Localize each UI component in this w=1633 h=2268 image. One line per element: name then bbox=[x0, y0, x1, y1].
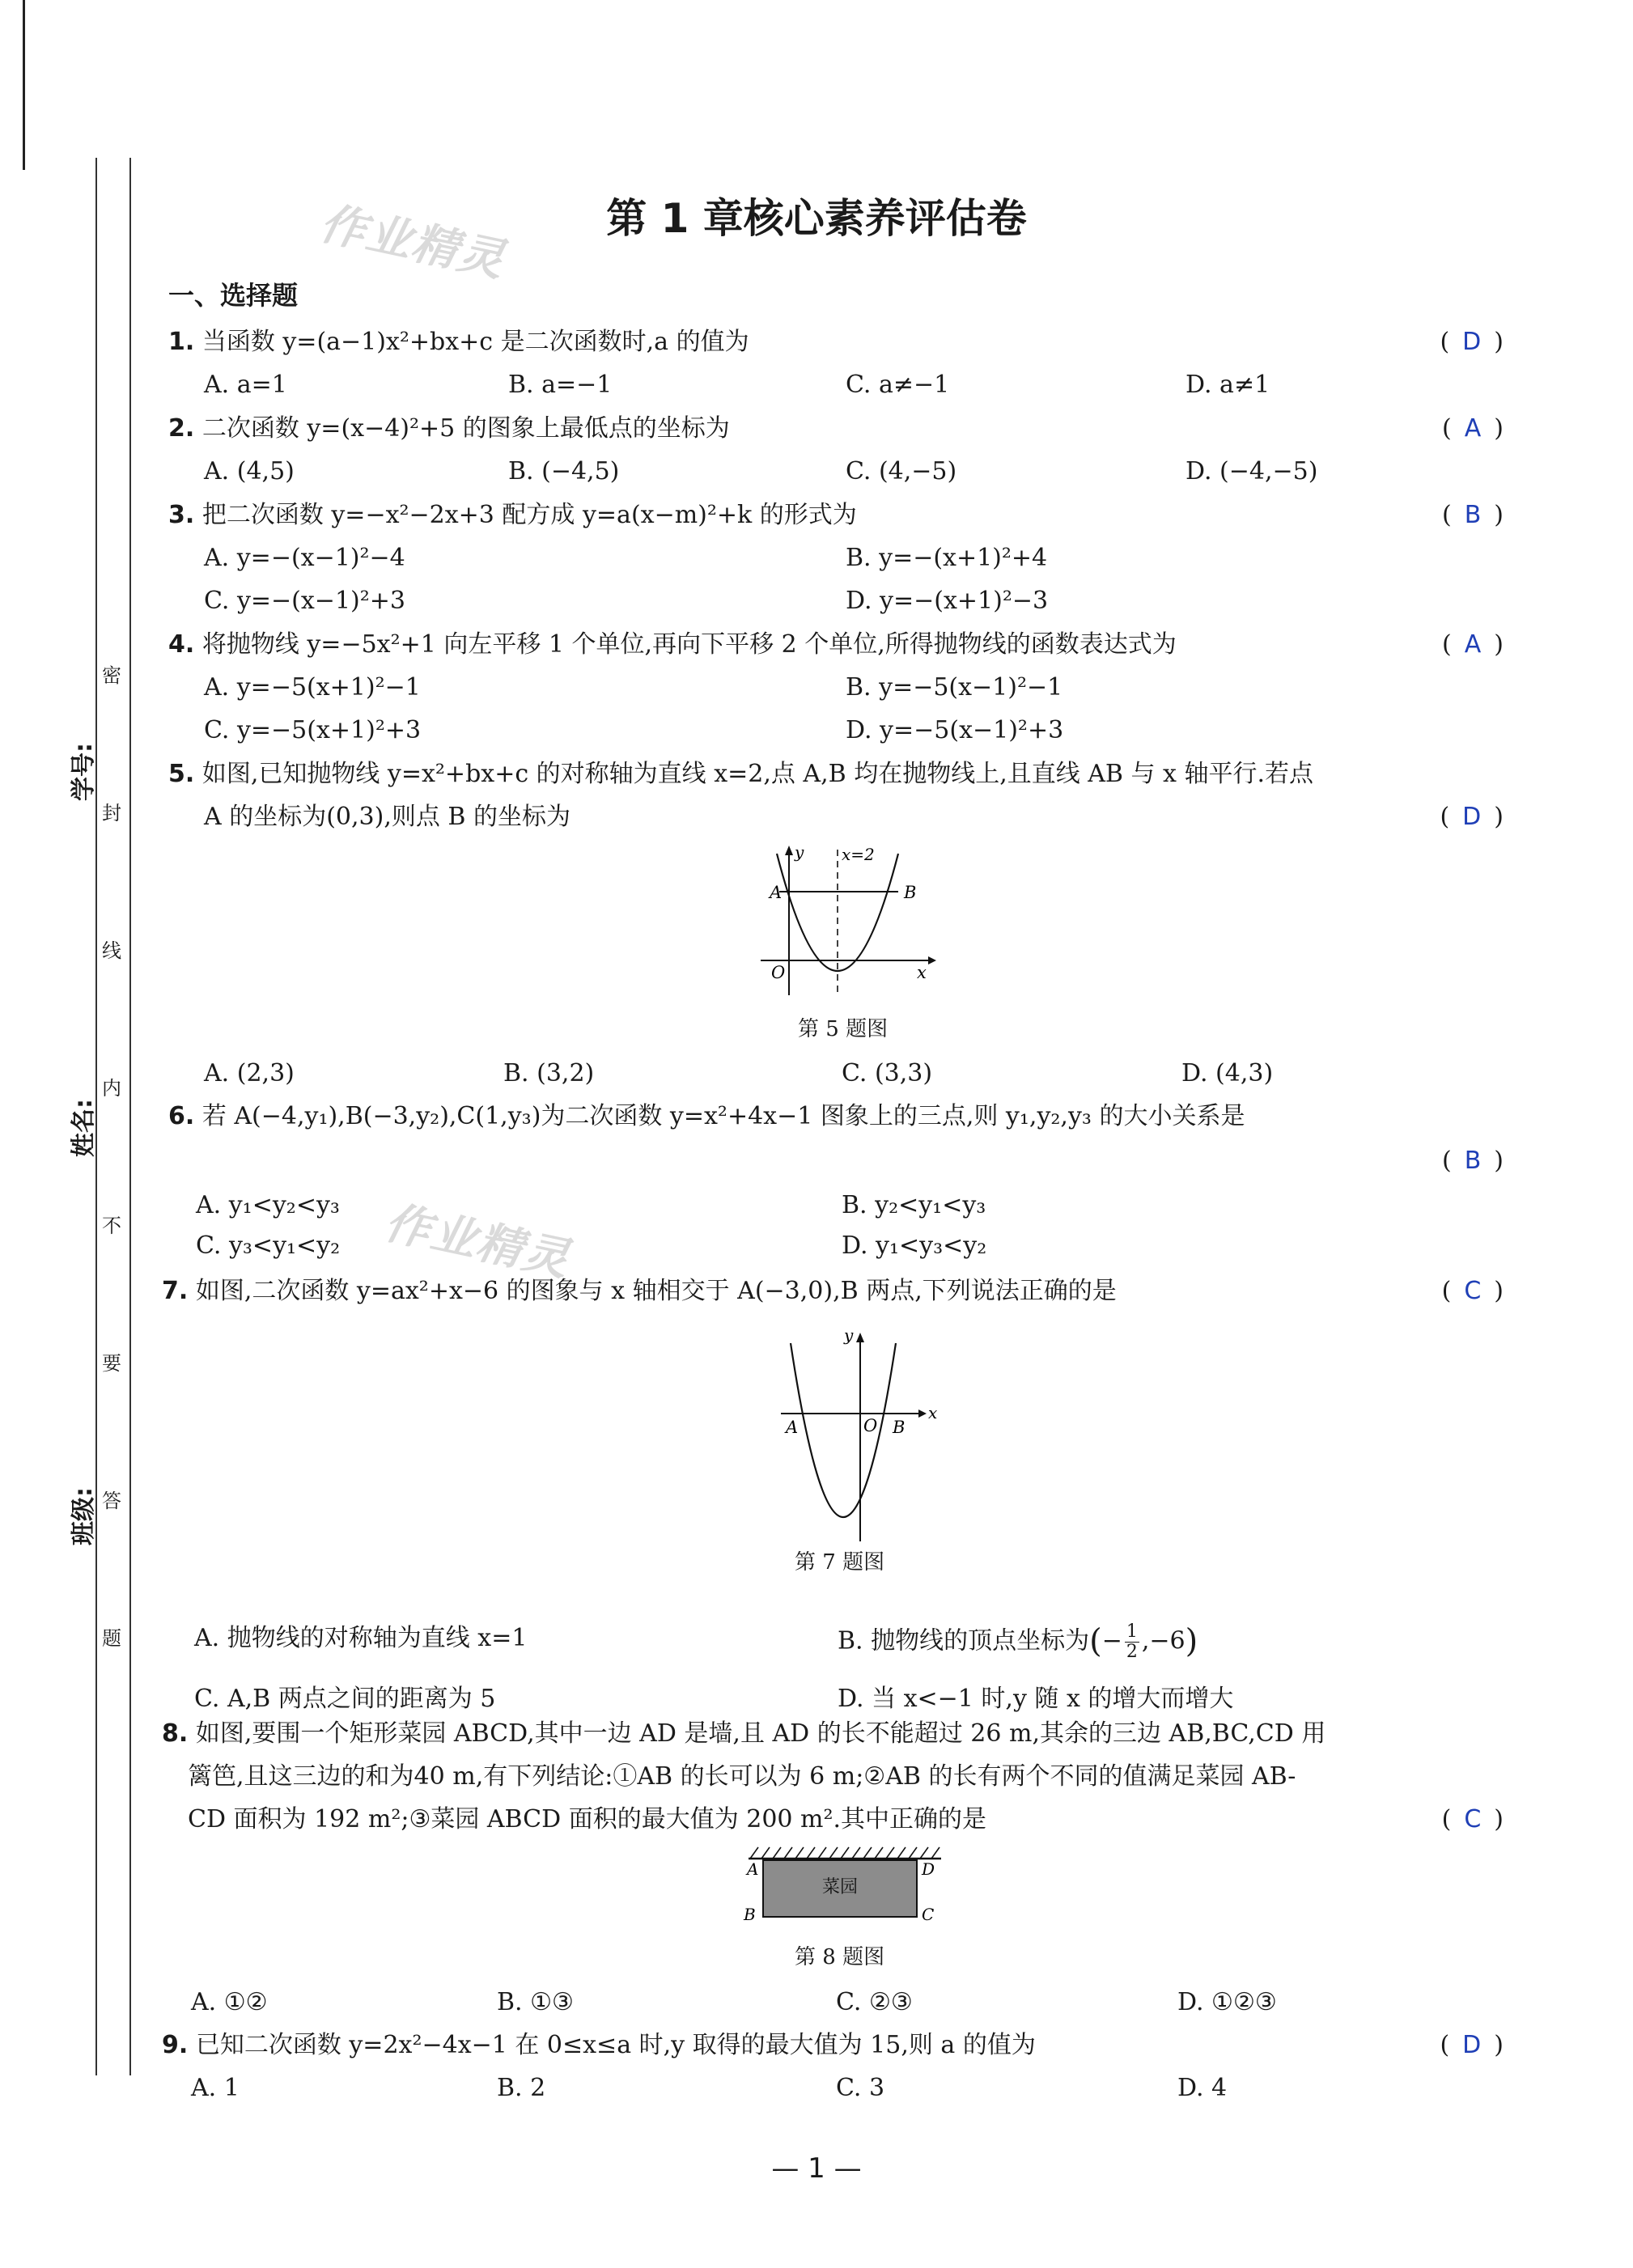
watermark-mid: 作业精灵 bbox=[380, 1196, 575, 1287]
q7-option-b: B. 抛物线的顶点坐标为(− $\frac{1}{2}$ ,−6) bbox=[838, 1622, 1198, 1662]
binding-char-4: 内 bbox=[102, 1077, 121, 1100]
fig7-parabola-curve bbox=[791, 1343, 896, 1517]
section-heading: 一、选择题 bbox=[168, 280, 299, 311]
q3-option-c: C. y=−(x−1)²+3 bbox=[204, 587, 405, 615]
page-title: 第 1 章核心素养评估卷 bbox=[606, 195, 1027, 242]
answer-8: ( C ) bbox=[1441, 1805, 1504, 1833]
answer-5: ( D ) bbox=[1440, 803, 1504, 831]
q6-option-c: C. y₃<y₁<y₂ bbox=[196, 1232, 341, 1260]
fig7-x-arrow bbox=[918, 1410, 927, 1418]
answer-4: ( A ) bbox=[1442, 630, 1504, 659]
question-text: 将抛物线 y=−5x²+1 向左平移 1 个单位,再向下平移 2 个单位,所得抛物线的函数表达式为 bbox=[201, 630, 1177, 659]
answer-2: ( A ) bbox=[1442, 414, 1504, 443]
q8-option-c: C. ②③ bbox=[836, 1988, 913, 2016]
fig5-x-arrow bbox=[928, 956, 936, 964]
binding-char-6: 要 bbox=[102, 1352, 121, 1375]
answer-1: ( D ) bbox=[1440, 328, 1504, 356]
answer-letter: D bbox=[1462, 803, 1482, 831]
q3-option-b: B. y=−(x+1)²+4 bbox=[846, 544, 1048, 572]
question-6 bbox=[168, 1100, 1245, 1133]
page-left-edge-line bbox=[23, 0, 25, 170]
binding-line-inner bbox=[129, 158, 131, 2075]
fig7-label-y: y bbox=[844, 1325, 854, 1345]
fig5-y-arrow bbox=[785, 846, 793, 855]
question-2 bbox=[168, 413, 730, 445]
fig7-y-arrow bbox=[856, 1333, 864, 1342]
figure-8-caption: 第 8 题图 bbox=[795, 1945, 885, 1969]
q8-option-a: A. ①② bbox=[191, 1988, 268, 2016]
answer-7: ( C ) bbox=[1441, 1277, 1504, 1305]
q9-option-c: C. 3 bbox=[836, 2074, 885, 2102]
q4-option-b: B. y=−5(x−1)²−1 bbox=[846, 673, 1063, 702]
question-8-line-2: 篱笆,且这三边的和为40 m,有下列结论:①AB 的长可以为 6 m;②AB 的长有两个不同的值满足菜园 AB- bbox=[188, 1762, 1296, 1791]
q5-option-c: C. (3,3) bbox=[842, 1059, 933, 1087]
binding-char-7: 答 bbox=[102, 1490, 121, 1512]
q4-option-c: C. y=−5(x+1)²+3 bbox=[204, 716, 422, 744]
watermark-top: 作业精灵 bbox=[315, 197, 511, 288]
q9-option-a: A. 1 bbox=[191, 2074, 240, 2102]
q9-option-d: D. 4 bbox=[1177, 2074, 1228, 2102]
fig7-label-a: A bbox=[786, 1418, 799, 1437]
figure-5-parabola bbox=[749, 837, 947, 999]
question-text: 已知二次函数 y=2x²−4x−1 在 0≤x≤a 时,y 取得的最大值为 15,则 a 的值为 bbox=[195, 2031, 1036, 2059]
question-4 bbox=[168, 629, 1177, 661]
q7-option-a: A. 抛物线的对称轴为直线 x=1 bbox=[194, 1624, 528, 1652]
fig5-label-x: x bbox=[917, 963, 927, 982]
q6-option-d: D. y₁<y₃<y₂ bbox=[842, 1232, 987, 1260]
binding-char-8: 题 bbox=[102, 1627, 121, 1650]
question-number: 8. bbox=[162, 1719, 189, 1748]
answer-letter: A bbox=[1464, 414, 1482, 443]
q2-option-d: D. (−4,−5) bbox=[1186, 457, 1318, 485]
answer-letter: A bbox=[1464, 630, 1482, 659]
class-label: 班级: bbox=[70, 1487, 98, 1545]
question-number: 2. bbox=[168, 414, 195, 443]
fig5-label-a: A bbox=[770, 883, 783, 902]
fig5-label-b: B bbox=[904, 883, 917, 902]
fig8-label-c: C bbox=[922, 1905, 935, 1924]
fig5-label-o: O bbox=[771, 963, 786, 982]
question-9 bbox=[162, 2029, 1036, 2062]
q8-option-b: B. ①③ bbox=[497, 1988, 574, 2016]
answer-letter: C bbox=[1464, 1277, 1482, 1305]
figure-5-caption: 第 5 题图 bbox=[798, 1017, 889, 1041]
q3-option-d: D. y=−(x+1)²−3 bbox=[846, 587, 1049, 615]
fig5-label-y: y bbox=[795, 842, 804, 862]
q8-option-d: D. ①②③ bbox=[1177, 1988, 1277, 2016]
question-number: 1. bbox=[168, 328, 195, 356]
q5-option-d: D. (4,3) bbox=[1181, 1059, 1274, 1087]
fig7-label-b: B bbox=[893, 1418, 906, 1437]
question-text: 当函数 y=(a−1)x²+bx+c 是二次函数时,a 的值为 bbox=[201, 328, 749, 356]
q6-option-b: B. y₂<y₁<y₃ bbox=[842, 1191, 986, 1219]
answer-6: ( B ) bbox=[1441, 1147, 1504, 1175]
answer-letter: D bbox=[1462, 328, 1482, 356]
binding-char-1: 密 bbox=[102, 664, 121, 687]
question-text: 如图,已知抛物线 y=x²+bx+c 的对称轴为直线 x=2,点 A,B 均在抛物线上,且直线 AB 与 x 轴平行.若点 bbox=[201, 760, 1314, 788]
q2-option-b: B. (−4,5) bbox=[508, 457, 620, 485]
answer-letter: B bbox=[1464, 1147, 1482, 1175]
fig5-label-axis: x=2 bbox=[842, 845, 875, 864]
fig8-wall-hatching bbox=[750, 1847, 940, 1859]
fig7-label-o: O bbox=[863, 1416, 878, 1435]
figure-7-parabola bbox=[773, 1323, 951, 1549]
answer-letter: D bbox=[1462, 2031, 1482, 2059]
q5-option-a: A. (2,3) bbox=[204, 1059, 295, 1087]
fig8-label-b: B bbox=[744, 1905, 756, 1924]
q1-option-c: C. a≠−1 bbox=[846, 371, 950, 399]
q7-option-d: D. 当 x<−1 时,y 随 x 的增大而增大 bbox=[838, 1685, 1234, 1713]
question-number: 4. bbox=[168, 630, 195, 659]
q4-option-a: A. y=−5(x+1)²−1 bbox=[204, 673, 421, 702]
page-number: — 1 — bbox=[771, 2152, 862, 2185]
fig8-label-d: D bbox=[922, 1859, 935, 1879]
question-8-line-3: CD 面积为 192 m²;③菜园 ABCD 面积的最大值为 200 m².其中正确的是 bbox=[188, 1805, 987, 1833]
answer-letter: B bbox=[1464, 501, 1482, 529]
figure-8-garden bbox=[732, 1841, 943, 1934]
question-text: 若 A(−4,y₁),B(−3,y₂),C(1,y₃)为二次函数 y=x²+4x−1 图象上的三点,则 y₁,y₂,y₃ 的大小关系是 bbox=[201, 1102, 1245, 1130]
student-no-label: 学号: bbox=[70, 743, 98, 801]
q5-option-b: B. (3,2) bbox=[503, 1059, 595, 1087]
fig8-label-a: A bbox=[747, 1859, 759, 1879]
q1-option-d: D. a≠1 bbox=[1186, 371, 1270, 399]
q7-option-c: C. A,B 两点之间的距离为 5 bbox=[194, 1685, 496, 1713]
binding-char-2: 封 bbox=[102, 802, 121, 825]
binding-char-3: 线 bbox=[102, 939, 121, 962]
fig8-garden-label: 菜园 bbox=[821, 1877, 859, 1897]
q4-option-d: D. y=−5(x−1)²+3 bbox=[846, 716, 1064, 744]
question-text: 把二次函数 y=−x²−2x+3 配方成 y=a(x−m)²+k 的形式为 bbox=[201, 501, 857, 529]
answer-letter: C bbox=[1464, 1805, 1482, 1833]
q1-option-a: A. a=1 bbox=[204, 371, 287, 399]
fig7-label-x: x bbox=[928, 1403, 938, 1422]
q6-option-a: A. y₁<y₂<y₃ bbox=[196, 1191, 340, 1219]
binding-char-5: 不 bbox=[102, 1215, 121, 1237]
question-number: 9. bbox=[162, 2031, 189, 2059]
question-text: 二次函数 y=(x−4)²+5 的图象上最低点的坐标为 bbox=[201, 414, 730, 443]
question-5 bbox=[168, 758, 1313, 791]
question-number: 6. bbox=[168, 1102, 195, 1130]
question-text: 如图,二次函数 y=ax²+x−6 的图象与 x 轴相交于 A(−3,0),B 两点,下列说法正确的是 bbox=[195, 1277, 1117, 1305]
question-number: 3. bbox=[168, 501, 195, 529]
q1-option-b: B. a=−1 bbox=[508, 371, 613, 399]
q9-option-b: B. 2 bbox=[497, 2074, 546, 2102]
name-label: 姓名: bbox=[70, 1099, 98, 1157]
answer-3: ( B ) bbox=[1441, 501, 1504, 529]
question-3 bbox=[168, 499, 857, 532]
q2-option-a: A. (4,5) bbox=[204, 457, 295, 485]
question-number: 7. bbox=[162, 1277, 189, 1305]
answer-9: ( D ) bbox=[1440, 2031, 1504, 2059]
question-text: 如图,要围一个矩形菜园 ABCD,其中一边 AD 是墙,且 AD 的长不能超过 26 m,其余的三边 AB,BC,CD 用 bbox=[195, 1719, 1326, 1748]
figure-7-caption: 第 7 题图 bbox=[795, 1550, 885, 1575]
question-5-line-2: A 的坐标为(0,3),则点 B 的坐标为 bbox=[204, 803, 570, 831]
question-8 bbox=[162, 1718, 1325, 1750]
question-number: 5. bbox=[168, 760, 195, 788]
question-1 bbox=[168, 326, 749, 358]
q2-option-c: C. (4,−5) bbox=[846, 457, 957, 485]
question-7 bbox=[162, 1275, 1117, 1308]
q3-option-a: A. y=−(x−1)²−4 bbox=[204, 544, 405, 572]
